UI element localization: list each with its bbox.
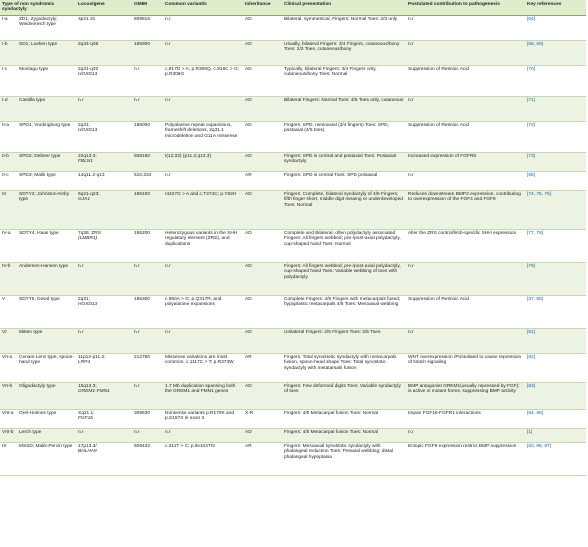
locus-value: n.r (78, 263, 84, 269)
locus-value: 15q13.3; (78, 383, 97, 389)
reference-link[interactable]: [84, 85] (525, 409, 586, 428)
clinical-cell: Fingers: SPD is central and postaxial Toes: Postaxial syndactyly (282, 152, 406, 171)
type-name: SPD2; Debeer type (19, 153, 61, 159)
table-row (0, 190, 586, 229)
table-row (0, 442, 586, 475)
variant-cell: n.r (163, 15, 243, 40)
locus-value: 7q36; ZRS (78, 230, 101, 236)
inheritance-cell: AR (243, 353, 282, 382)
type-name: SDTY5; Dowd type (19, 296, 60, 302)
omim-cell: 609432 (132, 442, 163, 475)
table-row (0, 229, 586, 262)
table-row (0, 171, 586, 190)
type-name: SPD3; Malik type (19, 172, 56, 178)
pathogenesis-cell: n.r (406, 171, 525, 190)
type-number: I-d (2, 97, 8, 103)
clinical-cell: Fingers: All fingers webbed; pre-/post-axial polydactyly, cup-shaped hand Toes: Variable webbing of toes with polydactyly (282, 262, 406, 295)
locus-value: n.r (78, 329, 84, 335)
type-cell (0, 171, 76, 190)
clinical-cell: Bilateral Fingers: Normal Toes: 4/5 Toes only, cutaneous (282, 96, 406, 121)
locus-cell (76, 229, 132, 262)
pathogenesis-cell: n.r (406, 428, 525, 442)
type-cell (0, 121, 76, 152)
clinical-cell: Usually, bilateral Fingers: 3/4 Fingers, cutaneous/bony Toes: 2/3 Toes, cutaneous/bony (282, 40, 406, 65)
header-locus: Locus/gene (76, 0, 132, 15)
header-refs: Key references (525, 0, 586, 15)
gene-name: FGF16 (78, 416, 93, 422)
header-variant: Common variant/s (163, 0, 243, 15)
locus-value: 11p12-p11.2; (78, 354, 106, 360)
table-row (0, 65, 586, 96)
gene-name: HOXD13 (78, 128, 98, 134)
type-name: Oligodactyly type (19, 383, 56, 389)
omim-cell: 186100 (132, 190, 163, 229)
inheritance-cell: AD (243, 328, 282, 353)
variant-cell: n.r (163, 262, 243, 295)
locus-value: 14q11.2-q13 (78, 172, 105, 178)
locus-cell (76, 328, 132, 353)
type-number: VII-b (2, 383, 13, 389)
omim-cell: 610,234 (132, 171, 163, 190)
locus-value: 2q31; (78, 122, 91, 128)
locus-value: 6q21-q23; (78, 191, 100, 197)
type-cell (0, 15, 76, 40)
locus-cell (76, 40, 132, 65)
reference-link[interactable]: [83] (525, 382, 586, 409)
type-name: ZD1; Zygodactyly; Weidenreich type (19, 16, 58, 28)
type-number: VI (2, 329, 7, 335)
type-cell (0, 190, 76, 229)
variant-cell: n.r (163, 40, 243, 65)
type-number: II-c (2, 172, 9, 178)
locus-value: 22q13.3; (78, 153, 97, 159)
inheritance-cell: AD (243, 295, 282, 328)
table-row (0, 328, 586, 353)
clinical-cell: Fingers: 4/5 Metacarpal fusion Toes: Normal (282, 409, 406, 428)
pathogenesis-cell: Alter the ZRS control/limb-specific SHH expression (406, 229, 525, 262)
table-row (0, 295, 586, 328)
locus-value: 2q31; (78, 296, 91, 302)
pathogenesis-cell: Impair FGF16-FGFR1 interactions (406, 409, 525, 428)
gene-name: FBLN1 (78, 159, 93, 165)
locus-value: 2q34-q36 (78, 41, 99, 47)
inheritance-cell: AR (243, 442, 282, 475)
locus-value: Xq21.1; (78, 410, 95, 416)
clinical-cell: Fingers: Total synostotic syndactyly with metacarpals fusion, spoon-head shape Toes: Total synostotic syndactyly with metatarsals fusion (282, 353, 406, 382)
pathogenesis-cell: Suppression of Retinoic Acid (406, 65, 525, 96)
type-number: II-b (2, 153, 9, 159)
inheritance-cell: AD (243, 96, 282, 121)
variant-cell: c.917G > A; p.R306Q, c.916C > G; p.R306G (163, 65, 243, 96)
inheritance-cell: AD (243, 15, 282, 40)
clinical-cell: Fingers: SPD, mesoaxial (3/4 fingers) Toes: SPD, postaxial (4/5 toes) (282, 121, 406, 152)
type-cell (0, 295, 76, 328)
table-row (0, 152, 586, 171)
inheritance-cell: AD (243, 190, 282, 229)
table-row (0, 121, 586, 152)
locus-cell (76, 152, 132, 171)
type-cell (0, 65, 76, 96)
variant-cell: Polyalanine repeat expansions, frameshift deletions, 2q31.1 microdeletion and G11A missense (163, 121, 243, 152)
locus-cell (76, 121, 132, 152)
variant-cell: Nonsense variants p.R179X and p.S157X in exon 3 (163, 409, 243, 428)
type-number: III (2, 191, 6, 197)
locus-value: n.r (78, 429, 84, 435)
reference-link[interactable]: [82] (525, 353, 586, 382)
inheritance-cell: AR (243, 171, 282, 190)
inheritance-cell: X-R (243, 409, 282, 428)
omim-cell: 212780 (132, 353, 163, 382)
variant-cell: nt427G > A and c.T274C; p.Y92H (163, 190, 243, 229)
reference-link[interactable]: [64] (525, 15, 586, 40)
reference-link[interactable]: [72] (525, 121, 586, 152)
gene-name: GJA1 (78, 197, 90, 203)
table-row (0, 353, 586, 382)
variant-cell: n.r (163, 428, 243, 442)
inheritance-cell: AD (243, 428, 282, 442)
type-name: Montagu type (19, 66, 49, 72)
type-cell (0, 152, 76, 171)
locus-cell (76, 190, 132, 229)
table-row (0, 15, 586, 40)
reference-link[interactable]: [63, 86, 87] (525, 442, 586, 475)
variant-cell: n.r (163, 171, 243, 190)
pathogenesis-cell: Reduces downstream BMP2 expression, contributing to overexpression of the FGF4 and FGF8 (406, 190, 525, 229)
variant-cell: Missense variations are most common, c.1117C > T; p.R373W (163, 353, 243, 382)
pathogenesis-cell: n.r (406, 15, 525, 40)
reference-link[interactable]: [81] (525, 328, 586, 353)
clinical-cell: Complete Fingers: 4/5 Fingers with metacarpals fused; hypoplastic metacarpals 4/5 Toes: Mesoaxial webbing (282, 295, 406, 328)
type-cell (0, 382, 76, 409)
variant-cell: c.950A > G; p.Q317R, and polyalanine expansions (163, 295, 243, 328)
reference-link[interactable]: [37, 80] (525, 295, 586, 328)
gene-name: BHLHA9 (78, 449, 97, 455)
type-name: Mitten type (19, 329, 43, 335)
locus-cell (76, 171, 132, 190)
reference-link[interactable]: [77, 78] (525, 229, 586, 262)
type-number: II-a (2, 122, 9, 128)
clinical-cell: Complete and Bilateral, often polydactyly associated Fingers: All fingers webbed; pre-/post-axial polydactyly, cup-shaped hand Toes: Normal (282, 229, 406, 262)
pathogenesis-cell: Suppression of Retinoic Acid (406, 295, 525, 328)
table-row (0, 382, 586, 409)
locus-cell (76, 295, 132, 328)
header-type: Type of non syndromic syndactyly (0, 0, 76, 15)
table-row (0, 409, 586, 428)
type-number: IV-b (2, 263, 11, 269)
inheritance-cell: AD (243, 262, 282, 295)
pathogenesis-cell: Increased expression of FGFR8 (406, 152, 525, 171)
table-header-row (0, 0, 586, 15)
type-cell (0, 96, 76, 121)
omim-cell: n.r (132, 262, 163, 295)
inheritance-cell: AD (243, 65, 282, 96)
reference-link[interactable]: [1] (525, 428, 586, 442)
type-number: VIII-a (2, 410, 14, 416)
omim-cell: 186000 (132, 121, 163, 152)
omim-cell: n.r (132, 328, 163, 353)
table-row (0, 262, 586, 295)
type-cell (0, 353, 76, 382)
type-number: I-c (2, 66, 8, 72)
omim-cell: n.r (132, 428, 163, 442)
variant-cell: Heterozygous variants in the SHH regulatory element (ZRS), and duplications (163, 229, 243, 262)
header-omim: OMIM (132, 0, 163, 15)
locus-cell (76, 428, 132, 442)
locus-cell (76, 442, 132, 475)
type-number: I-b (2, 41, 8, 47)
gene-name: GREM1-FMN1 (78, 389, 110, 395)
type-number: IV-a (2, 230, 11, 236)
reference-link[interactable]: [65] (525, 171, 586, 190)
type-name: SPD1; Vordingborg type (19, 122, 71, 128)
locus-cell (76, 262, 132, 295)
omim-cell: n.r (132, 96, 163, 121)
type-name: MSSD; Malik-Percin type (19, 443, 73, 449)
type-name: Lerch type (19, 429, 42, 435)
reference-link[interactable]: [79] (525, 262, 586, 295)
omim-cell: n.r (132, 65, 163, 96)
variant-cell: t(12;22) (p11.2;q13.3) (163, 152, 243, 171)
inheritance-cell: AD (243, 152, 282, 171)
reference-link[interactable]: [71] (525, 96, 586, 121)
gene-name: (LMBR1) (78, 236, 98, 242)
variant-cell: c.311T > C; p.Ile104Thr (163, 442, 243, 475)
locus-value: 2q31-q32 (78, 66, 99, 72)
type-name: SD1; Lueken type (19, 41, 58, 47)
inheritance-cell: AD (243, 40, 282, 65)
gene-name: LRP4 (78, 360, 90, 366)
inheritance-cell: AD (243, 229, 282, 262)
type-name: Cenani-Lenz type; spoon-hand type (19, 354, 74, 366)
locus-cell (76, 96, 132, 121)
omim-cell: 608180 (132, 152, 163, 171)
variant-cell: 1.7 Mb duplication spanning both the GREM1 and FMN1 genes (163, 382, 243, 409)
header-contribution: Postulated contribution to pathogenesis (406, 0, 525, 15)
pathogenesis-cell: Suppression of Retinoic Acid (406, 121, 525, 152)
table-row (0, 428, 586, 442)
omim-cell: 186300 (132, 295, 163, 328)
omim-cell: 186200 (132, 229, 163, 262)
clinical-cell: Fingers: Complete, bilateral syndactyly of 4/5 Fingers; fifth finger short, middle digit missing or underdeveloped Toes: Normal (282, 190, 406, 229)
type-cell (0, 409, 76, 428)
type-number: I-a (2, 16, 8, 22)
pathogenesis-cell: n.r (406, 328, 525, 353)
pathogenesis-cell: Ectopic FGF8 expression restrict BMP suppression (406, 442, 525, 475)
variant-cell: n.r (163, 328, 243, 353)
locus-value: 3p21.31 (78, 16, 96, 22)
header-clinical: Clinical presentation (282, 0, 406, 15)
locus-value: n.r (78, 97, 84, 103)
inheritance-cell: AD (243, 121, 282, 152)
clinical-cell: Unilateral Fingers: 2/5 Fingers Toes: 2/5 Toes (282, 328, 406, 353)
pathogenesis-cell: n.r (406, 262, 525, 295)
clinical-cell: Typically, bilateral Fingers: 3/4 Fingers only, cutaneous/bony Toes: Normal (282, 65, 406, 96)
variant-cell: n.r (163, 96, 243, 121)
type-name: SDTY4; Haas type (19, 230, 59, 236)
type-cell (0, 40, 76, 65)
pathogenesis-cell: BMP antagonist GREM1(usually repressed by FGF); is active in mutant forms, suppressing BMP activity (406, 382, 525, 409)
locus-cell (76, 65, 132, 96)
type-number: VIII-b (2, 429, 14, 435)
header-inheritance: Inheritance (243, 0, 282, 15)
omim-cell: 309630 (132, 409, 163, 428)
type-name: SDTY3; Johnston-Kirby type (19, 191, 70, 203)
reference-link[interactable]: [74, 75, 76] (525, 190, 586, 229)
gene-name: HOXD13 (78, 302, 98, 308)
reference-link[interactable]: [68, 69] (525, 40, 586, 65)
gene-name: HOXD13 (78, 72, 98, 78)
clinical-cell: Fingers: SPD is central Toes: SPD postaxial (282, 171, 406, 190)
type-name: Castilla type (19, 97, 46, 103)
clinical-cell: Fingers: Mesoaxial synostotic syndactyly with phalangeal reduction Toes: Preaxial webbing; distal phalangeal hypoplasia (282, 442, 406, 475)
omim-cell: 609815 (132, 15, 163, 40)
type-cell (0, 262, 76, 295)
clinical-cell: Bilateral, symmetrical, Fingers: Normal Toes: 2/3 only (282, 15, 406, 40)
pathogenesis-cell: n.r (406, 96, 525, 121)
reference-link[interactable]: [73] (525, 152, 586, 171)
type-cell (0, 229, 76, 262)
type-number: IX (2, 443, 7, 449)
locus-value: 17p13.3/ (78, 443, 97, 449)
omim-cell: 185900 (132, 40, 163, 65)
type-cell (0, 442, 76, 475)
type-number: V (2, 296, 6, 302)
table-row (0, 40, 586, 65)
clinical-cell: Fingers: 4/5 Metacarpal fusion Toes: Normal (282, 428, 406, 442)
reference-link[interactable]: [70] (525, 65, 586, 96)
clinical-cell: Fingers: Few deformed digits Toes: Variable syndactyly of toes (282, 382, 406, 409)
locus-cell (76, 15, 132, 40)
locus-cell (76, 409, 132, 428)
type-number: VII-a (2, 354, 13, 360)
pathogenesis-cell: WNT overexpression /Postulated to cause repression of Notch signaling (406, 353, 525, 382)
locus-cell (76, 353, 132, 382)
type-name: Orel-Holmes type (19, 410, 57, 416)
inheritance-cell: AD (243, 382, 282, 409)
type-cell (0, 328, 76, 353)
omim-cell: n.r (132, 382, 163, 409)
pathogenesis-cell: n.r (406, 40, 525, 65)
type-cell (0, 428, 76, 442)
locus-cell (76, 382, 132, 409)
type-name: Andersen-Hansen type (19, 263, 69, 269)
table-row (0, 96, 586, 121)
